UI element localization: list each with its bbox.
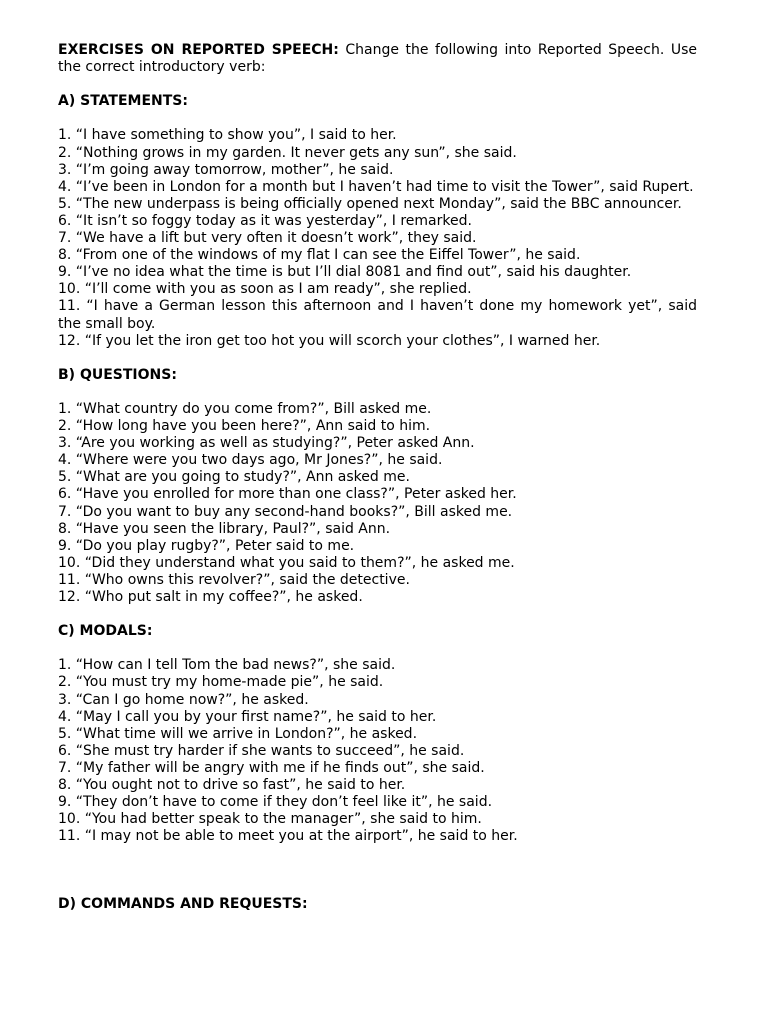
- statement-item: 9. “I’ve no idea what the time is but I’ll dial 8081 and find out”, said his daughter.: [58, 264, 632, 281]
- statement-item: 5. “The new underpass is being officially opened next Monday”, said the BBC announcer.: [58, 195, 682, 212]
- question-item: 9. “Do you play rugby?”, Peter said to me.: [58, 537, 355, 554]
- modal-item: 9. “They don’t have to come if they don’t feel like it”, he said.: [58, 794, 493, 811]
- intro-title: EXERCISES ON REPORTED SPEECH:: [58, 42, 339, 58]
- modal-item: 4. “May I call you by your first name?”, he said to her.: [58, 708, 437, 725]
- question-item: 10. “Did they understand what you said to them?”, he asked me.: [58, 554, 515, 571]
- statement-item: 10. “I’ll come with you as soon as I am ready”, she replied.: [58, 281, 472, 298]
- intro-paragraph: [58, 42, 697, 76]
- modal-item: 2. “You must try my home-made pie”, he said.: [58, 674, 384, 691]
- section-heading-modals: C) MODALS:: [58, 623, 153, 640]
- question-item: 8. “Have you seen the library, Paul?”, said Ann.: [58, 520, 391, 537]
- question-item: 3. “Are you working as well as studying?”, Peter asked Ann.: [58, 435, 475, 452]
- intro-instructions: Change the following into Reported Speech. Use the correct introductory verb:: [58, 42, 697, 76]
- section-heading-questions: B) QUESTIONS:: [58, 366, 177, 383]
- modal-item: 1. “How can I tell Tom the bad news?”, she said.: [58, 657, 396, 674]
- statement-item: 2. “Nothing grows in my garden. It never gets any sun”, she said.: [58, 144, 517, 161]
- document-content: [58, 42, 697, 914]
- modal-item: 8. “You ought not to drive so fast”, he said to her.: [58, 777, 406, 794]
- modal-item: 5. “What time will we arrive in London?”, he asked.: [58, 725, 418, 742]
- statement-item: 11. “I have a German lesson this afternoon and I haven’t done my homework yet”, said the small boy.: [58, 298, 697, 332]
- statement-item: 3. “I’m going away tomorrow, mother”, he said.: [58, 161, 394, 178]
- statement-item: 8. “From one of the windows of my flat I can see the Eiffel Tower”, he said.: [58, 247, 581, 264]
- statement-item: 7. “We have a lift but very often it doesn’t work”, they said.: [58, 230, 477, 247]
- question-item: 7. “Do you want to buy any second-hand books?”, Bill asked me.: [58, 503, 513, 520]
- modals-list: [58, 657, 697, 845]
- statement-item: 6. “It isn’t so foggy today as it was yesterday”, I remarked.: [58, 212, 472, 229]
- question-item: 11. “Who owns this revolver?”, said the detective.: [58, 571, 410, 588]
- question-item: 1. “What country do you come from?”, Bill asked me.: [58, 400, 432, 417]
- question-item: 4. “Where were you two days ago, Mr Jones?”, he said.: [58, 452, 443, 469]
- question-item: 2. “How long have you been here?”, Ann said to him.: [58, 418, 431, 435]
- questions-list: [58, 401, 697, 606]
- modal-item: 3. “Can I go home now?”, he asked.: [58, 691, 309, 708]
- question-item: 6. “Have you enrolled for more than one class?”, Peter asked her.: [58, 486, 517, 503]
- statements-list: [58, 127, 697, 349]
- section-heading-statements: A) STATEMENTS:: [58, 93, 188, 110]
- question-item: 5. “What are you going to study?”, Ann asked me.: [58, 469, 410, 486]
- statement-item: 1. “I have something to show you”, I said to her.: [58, 127, 397, 144]
- section-heading-commands: D) COMMANDS AND REQUESTS:: [58, 896, 308, 913]
- statement-item: 4. “I’ve been in London for a month but I haven’t had time to visit the Tower”, said Rupert.: [58, 178, 694, 195]
- modal-item: 6. “She must try harder if she wants to succeed”, he said.: [58, 742, 465, 759]
- statement-item: 12. “If you let the iron get too hot you will scorch your clothes”, I warned her.: [58, 332, 601, 349]
- modal-item: 7. “My father will be angry with me if he finds out”, she said.: [58, 759, 485, 776]
- modal-item: 11. “I may not be able to meet you at the airport”, he said to her.: [58, 828, 518, 845]
- question-item: 12. “Who put salt in my coffee?”, he asked.: [58, 589, 363, 605]
- modal-item: 10. “You had better speak to the manager”, she said to him.: [58, 811, 482, 828]
